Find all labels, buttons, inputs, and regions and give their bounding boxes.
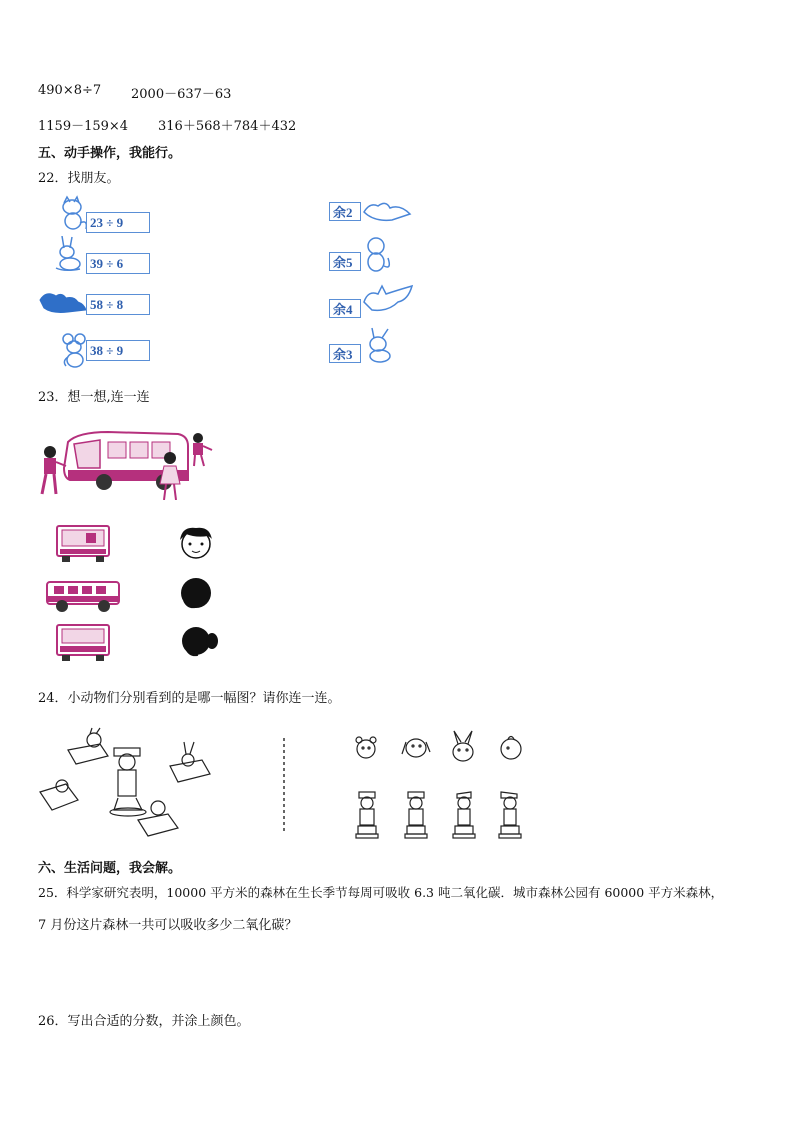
q26-title: 26．写出合适的分数，并涂上颜色。 bbox=[38, 1014, 250, 1029]
calc-expr-3: 1159－159×4 bbox=[38, 119, 129, 134]
boy-far-right-icon bbox=[193, 433, 212, 466]
dog-face-icon[interactable] bbox=[400, 734, 432, 762]
remainder-card-1[interactable]: 余2 bbox=[329, 202, 361, 221]
bus-side-view[interactable] bbox=[46, 580, 120, 614]
face-front-icon[interactable] bbox=[178, 526, 214, 560]
division-card-3[interactable]: 58 ÷ 8 bbox=[86, 294, 150, 315]
calc-expr-2: 2000－637－63 bbox=[131, 87, 232, 102]
division-card-1[interactable]: 23 ÷ 9 bbox=[86, 212, 150, 233]
bear-face-icon[interactable] bbox=[352, 734, 380, 762]
rabbit-face-icon[interactable] bbox=[448, 730, 478, 764]
remainder-card-2[interactable]: 余5 bbox=[329, 252, 361, 271]
doll-view-1-icon[interactable] bbox=[354, 790, 380, 840]
chick-face-icon[interactable] bbox=[496, 734, 526, 762]
bus-back-view[interactable] bbox=[56, 624, 110, 662]
q23-title: 23．想一想,连一连 bbox=[38, 390, 150, 405]
doll-view-4-icon[interactable] bbox=[497, 790, 523, 840]
q25-line-1: 25．科学家研究表明，10000 平方米的森林在生长季节每周可吸收 6.3 吨二氧化碳．城市森林公园有 60000 平方米森林， bbox=[38, 885, 724, 900]
q24-title: 24．小动物们分别看到的是哪一幅图？请你连一连。 bbox=[38, 691, 341, 706]
squirrel-icon bbox=[38, 290, 88, 316]
section-5-title: 五、动手操作，我能行。 bbox=[38, 146, 182, 161]
girl-head-icon[interactable] bbox=[178, 625, 220, 659]
q22-title: 22．找朋友。 bbox=[38, 171, 120, 186]
section-6-title: 六、生活问题，我会解。 bbox=[38, 861, 182, 876]
remainder-card-4[interactable]: 余3 bbox=[329, 344, 361, 363]
fox-outline-icon bbox=[358, 282, 416, 318]
bus-front-view[interactable] bbox=[56, 525, 110, 563]
bus-scene-illustration bbox=[38, 428, 218, 500]
dashed-divider bbox=[282, 738, 286, 834]
division-card-4[interactable]: 38 ÷ 9 bbox=[86, 340, 150, 361]
remainder-card-3[interactable]: 余4 bbox=[329, 299, 361, 318]
division-card-2[interactable]: 39 ÷ 6 bbox=[86, 253, 150, 274]
calc-expr-4: 316＋568＋784＋432 bbox=[158, 119, 297, 134]
head-back-icon[interactable] bbox=[178, 577, 214, 611]
doll-view-2-icon[interactable] bbox=[403, 790, 429, 840]
calc-expr-1: 490×8÷7 bbox=[38, 83, 102, 98]
doll-view-3-icon[interactable] bbox=[451, 790, 477, 840]
monkey-outline-icon bbox=[360, 236, 394, 276]
q25-line-2: 7 月份这片森林一共可以吸收多少二氧化碳？ bbox=[38, 918, 298, 933]
animals-cars-scene bbox=[38, 726, 228, 838]
boy-left-icon bbox=[42, 446, 66, 494]
squirrel-outline-icon bbox=[360, 198, 414, 224]
rabbit-outline-icon bbox=[360, 326, 400, 364]
